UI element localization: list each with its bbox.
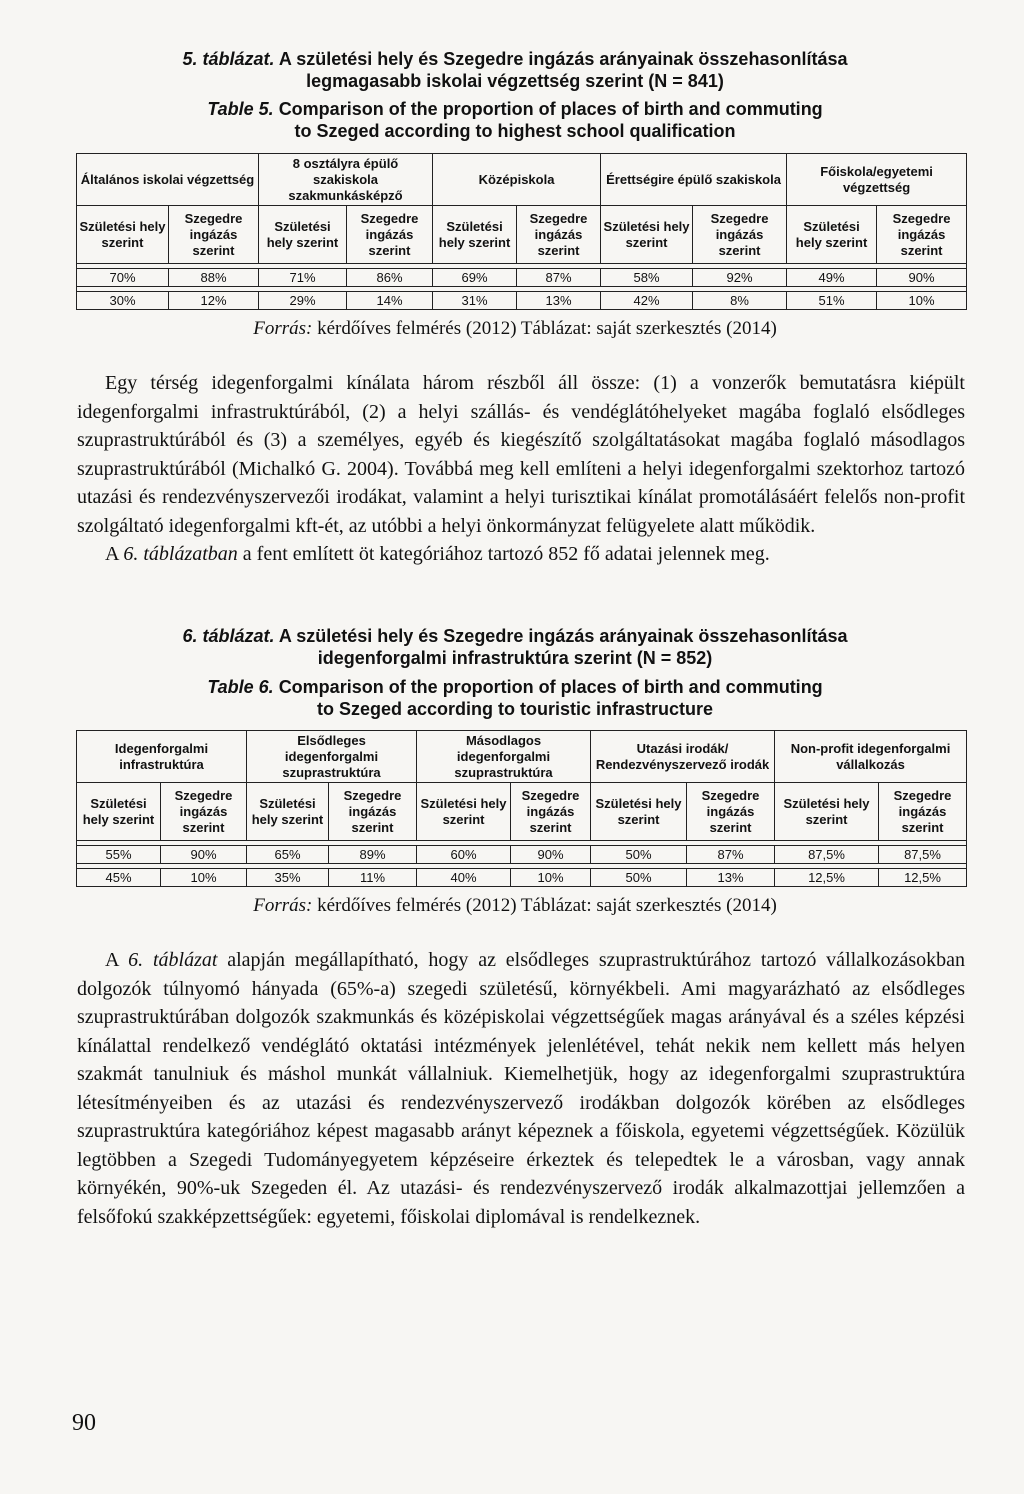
source-label: Forrás: xyxy=(253,895,313,916)
table5-group-header: Érettségire épülő szakiskola xyxy=(601,154,787,206)
table5-title-hu-2: legmagasabb iskolai végzettség szerint (N = 841) xyxy=(306,71,724,91)
paragraph-fragment: A xyxy=(105,949,119,971)
table6-group-header: Utazási irodák/ Rendezvényszervező irodák xyxy=(591,731,775,783)
table-cell: 42% xyxy=(601,292,693,310)
paragraph-text xyxy=(77,946,965,1231)
table-cell: 8% xyxy=(693,292,787,310)
source-label: Forrás: xyxy=(253,318,313,339)
table-row xyxy=(77,269,967,287)
paragraph-fragment: A xyxy=(105,543,119,565)
table6-group-header: Másodlagos idegenforgalmi szuprastruktúra xyxy=(417,731,591,783)
table-cell: 10% xyxy=(877,292,967,310)
table5-sub-header: Születési hely szerint xyxy=(433,206,517,264)
table6-label-en: Table 6. xyxy=(207,677,274,697)
table5-sub-header: Születési hely szerint xyxy=(77,206,169,264)
table6-label-hu: 6. táblázat. xyxy=(182,626,275,646)
paragraph-text xyxy=(77,540,965,569)
body-paragraph-1 xyxy=(77,369,965,569)
table5-group-header: Középiskola xyxy=(433,154,601,206)
table-cell: 90% xyxy=(877,269,967,287)
table5-sub-header: Szegedre ingázás szerint xyxy=(347,206,433,264)
table5-group-header: Általános iskolai végzettség xyxy=(77,154,259,206)
table6-sub-header: Születési hely szerint xyxy=(591,783,687,841)
table-reference: 6. táblázatban xyxy=(123,543,238,565)
table-cell: 55% xyxy=(77,846,161,864)
table5-label-en: Table 5. xyxy=(207,99,274,119)
table5-title-en-1: Comparison of the proportion of places of birth and commuting xyxy=(278,99,823,119)
table-row xyxy=(77,292,967,310)
table6-title-en-1: Comparison of the proportion of places of birth and commuting xyxy=(278,677,823,697)
source-text: kérdőíves felmérés (2012) Táblázat: saját szerkesztés (2014) xyxy=(317,895,777,916)
table-cell: 89% xyxy=(329,846,417,864)
table5-source xyxy=(120,318,910,340)
table5-title-en-2: to Szeged according to highest school qualification xyxy=(294,121,736,141)
table-cell: 87% xyxy=(517,269,601,287)
table-cell: 90% xyxy=(161,846,247,864)
table-cell: 71% xyxy=(259,269,347,287)
table-cell: 11% xyxy=(329,869,417,887)
table-cell: 87,5% xyxy=(775,846,879,864)
table6-sub-header: Szegedre ingázás szerint xyxy=(687,783,775,841)
table6-sub-header: Születési hely szerint xyxy=(77,783,161,841)
table-cell: 90% xyxy=(511,846,591,864)
table-cell: 60% xyxy=(417,846,511,864)
table5-group-header: Főiskola/egyetemi végzettség xyxy=(787,154,967,206)
table-cell: 13% xyxy=(517,292,601,310)
table-cell: 69% xyxy=(433,269,517,287)
table-cell: 12,5% xyxy=(775,869,879,887)
table6-title-hu-2: idegenforgalmi infrastruktúra szerint (N = 852) xyxy=(317,648,713,668)
table5-sub-header: Szegedre ingázás szerint xyxy=(169,206,259,264)
table-cell: 92% xyxy=(693,269,787,287)
table-cell: 31% xyxy=(433,292,517,310)
table6-sub-header: Születési hely szerint xyxy=(775,783,879,841)
table-cell: 50% xyxy=(591,846,687,864)
table-cell: 13% xyxy=(687,869,775,887)
table6-sub-header: Születési hely szerint xyxy=(247,783,329,841)
table-cell: 40% xyxy=(417,869,511,887)
table-cell: 70% xyxy=(77,269,169,287)
table-cell: 10% xyxy=(161,869,247,887)
table6-group-header: Elsődleges idegenforgalmi szuprastruktúra xyxy=(247,731,417,783)
table6-group-header: Idegenforgalmi infrastruktúra xyxy=(77,731,247,783)
table5-sub-header: Születési hely szerint xyxy=(787,206,877,264)
table5-sub-header: Szegedre ingázás szerint xyxy=(693,206,787,264)
table-cell: 35% xyxy=(247,869,329,887)
table-cell: 65% xyxy=(247,846,329,864)
table6-group-row xyxy=(77,731,967,783)
table6-title-en-2: to Szeged according to touristic infrastructure xyxy=(316,699,714,719)
table-cell: 86% xyxy=(347,269,433,287)
page-number: 90 xyxy=(72,1410,96,1436)
table-cell: 14% xyxy=(347,292,433,310)
table6-sub-header: Szegedre ingázás szerint xyxy=(879,783,967,841)
table6-sub-row xyxy=(77,783,967,841)
table6-title-hu-1: A születési hely és Szegedre ingázás arányainak összehasonlítása xyxy=(278,626,848,646)
table-cell: 87% xyxy=(687,846,775,864)
table-cell: 45% xyxy=(77,869,161,887)
body-paragraph-2 xyxy=(77,946,965,1231)
table5-group-header: 8 osztályra épülő szakiskola szakmunkásképző xyxy=(259,154,433,206)
table6 xyxy=(76,730,967,887)
table6-sub-header: Születési hely szerint xyxy=(417,783,511,841)
table-cell: 51% xyxy=(787,292,877,310)
table5-group-row xyxy=(77,154,967,206)
table-cell: 10% xyxy=(511,869,591,887)
table5-title-hu-1: A születési hely és Szegedre ingázás arányainak összehasonlítása xyxy=(278,49,848,69)
table-row xyxy=(77,846,967,864)
table-row xyxy=(77,869,967,887)
table5-sub-header: Szegedre ingázás szerint xyxy=(877,206,967,264)
table5-sub-header: Születési hely szerint xyxy=(601,206,693,264)
table6-sub-header: Szegedre ingázás szerint xyxy=(329,783,417,841)
table5-sub-header: Szegedre ingázás szerint xyxy=(517,206,601,264)
table-cell: 87,5% xyxy=(879,846,967,864)
table5 xyxy=(76,153,967,310)
table5-sub-row xyxy=(77,206,967,264)
table6-caption-en xyxy=(120,676,910,720)
table-cell: 58% xyxy=(601,269,693,287)
table-cell: 50% xyxy=(591,869,687,887)
table6-caption-hu xyxy=(120,625,910,669)
table6-sub-header: Szegedre ingázás szerint xyxy=(161,783,247,841)
table-cell: 88% xyxy=(169,269,259,287)
paragraph-fragment: alapján megállapítható, hogy az elsődleges szuprastruktúrához tartozó vállalkozásokban dolgozók túlnyomó hányada (65%-a) szegedi születésű, környékbeli. Ami magyarázható az elsődleges szuprastruktúrában dolgozók szakmunkás és középiskolai végzettségűek magas arányával és a széles képzési kínálattal rendelkező vendéglátó oktatási intézmények jelenlétével, tehát nekik nem kellett más helyen szakmát tanulniuk és máshol munkát vállalniuk. Kiemelhetjük, hogy az idegenforgalmi szuprastruktúra létesítményeiben és az utazási és rendezvényszervező irodákban dolgozók körében az elsődleges szuprastruktúra kategóriához képest magasabb arányt képeznek a főiskola, egyetemi végzettségűek. Közülük legtöbben a Szegedi Tudományegyetem képzéseire érkeztek és telepedtek le a városban, vagy annak környékén, 90%-uk Szegeden él. Az utazási- és rendezvényszervező irodák alkalmazottjai jellemzően a felsőfokú szakképzettségűek: egyetemi, főiskolai diplomával is rendelkeznek. xyxy=(77,949,966,1228)
table-reference: 6. táblázat xyxy=(128,949,218,971)
table-cell: 49% xyxy=(787,269,877,287)
table5-sub-header: Születési hely szerint xyxy=(259,206,347,264)
table6-source xyxy=(120,895,910,917)
paragraph-fragment: a fent említett öt kategóriához tartozó 852 fő adatai jelennek meg. xyxy=(242,543,770,565)
table5-caption-en xyxy=(120,98,910,142)
table6-sub-header: Szegedre ingázás szerint xyxy=(511,783,591,841)
table5-label-hu: 5. táblázat. xyxy=(182,49,275,69)
table-cell: 29% xyxy=(259,292,347,310)
paragraph-text: Egy térség idegenforgalmi kínálata három részből áll össze: (1) a vonzerők bemutatásra kiépült idegenforgalmi infrastruktúrából, (2) a helyi szállás- és vendéglátóhelyeket magába foglaló elsődleges szuprastruktúrából és (3) a személyes, egyéb és kiegészítő szolgáltatásokat magába foglaló másodlagos szuprastruktúrából (Michalkó G. 2004). Továbbá meg kell említeni a helyi idegenforgalmi szektorhoz tartozó utazási és rendezvényszervezői irodákat, valamint a helyi turisztikai kínálat promotálásáért felelős non-profit szolgáltató idegenforgalmi kft-ét, az utóbbi a helyi önkormányzat felügyelete alatt működik. xyxy=(77,372,965,537)
table-cell: 12% xyxy=(169,292,259,310)
table-cell: 12,5% xyxy=(879,869,967,887)
table-cell: 30% xyxy=(77,292,169,310)
source-text: kérdőíves felmérés (2012) Táblázat: saját szerkesztés (2014) xyxy=(317,318,777,339)
table5-caption-hu xyxy=(120,48,910,92)
table6-group-header: Non-profit idegenforgalmi vállalkozás xyxy=(775,731,967,783)
